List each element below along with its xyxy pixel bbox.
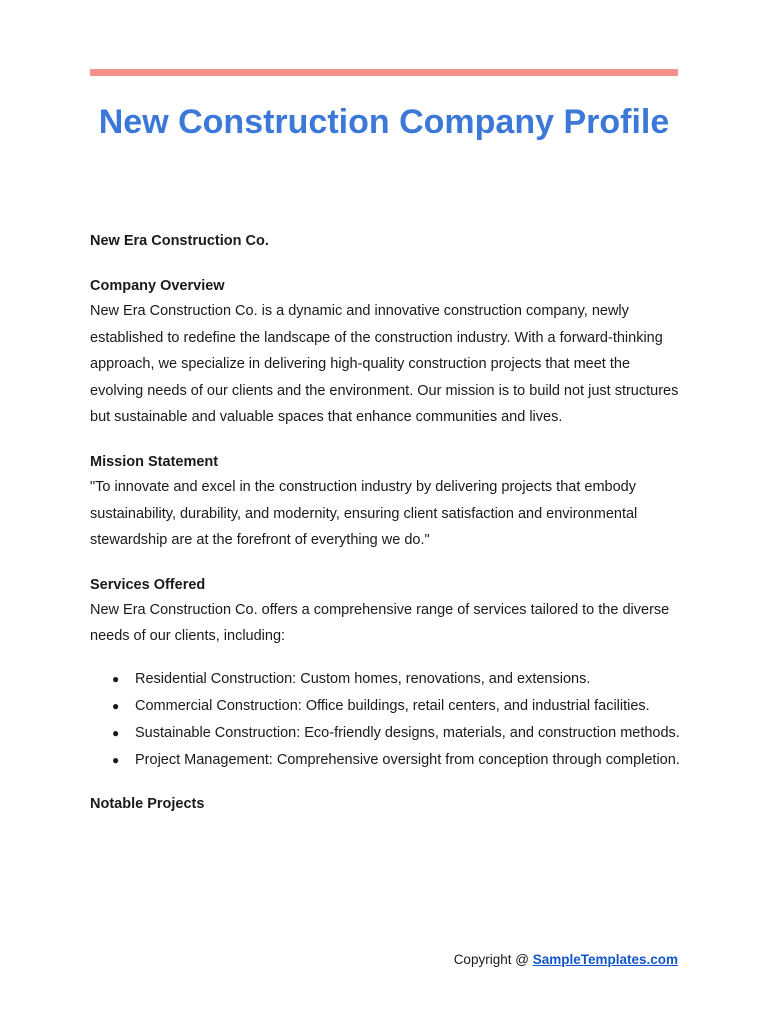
copyright-footer xyxy=(454,952,678,967)
top-accent-rule xyxy=(90,69,678,76)
company-name: New Era Construction Co. xyxy=(90,233,269,249)
sampletemplates-link[interactable]: SampleTemplates.com xyxy=(532,952,678,967)
service-text: Sustainable Construction: Eco-friendly designs, materials, and construction methods. xyxy=(135,724,680,741)
mission-paragraph: "To innovate and excel in the construction industry by delivering projects that embody sustainability, durability, and modernity, ensuring client satisfaction and environmental stewardship are at the forefront of everything we do." xyxy=(90,478,638,549)
list-item xyxy=(90,747,680,774)
page-title: New Construction Company Profile xyxy=(98,103,670,141)
service-text: Project Management: Comprehensive oversight from conception through completion. xyxy=(135,751,680,768)
copyright-text: Copyright @ xyxy=(453,952,529,967)
mission-heading: Mission Statement xyxy=(90,453,219,470)
list-item xyxy=(90,720,680,747)
services-heading: Services Offered xyxy=(90,576,206,593)
bullet-icon: ● xyxy=(112,725,120,740)
service-text: Residential Construction: Custom homes, renovations, and extensions. xyxy=(135,670,591,687)
overview-paragraph: New Era Construction Co. is a dynamic and innovative construction company, newly established to redefine the landscape of the construction industry. With a forward-thinking approach, we specialize in delivering high-quality construction projects that meet the evolving needs of our clients and the environment. Our mission is to build not just structures but sustainable and valuable spaces that enhance communities and lives. xyxy=(90,303,679,426)
document-body xyxy=(90,229,680,816)
bullet-icon: ● xyxy=(112,671,120,686)
overview-heading: Company Overview xyxy=(90,278,225,294)
service-text: Commercial Construction: Office buildings, retail centers, and industrial facilities. xyxy=(135,697,650,714)
services-list xyxy=(90,666,680,774)
list-item xyxy=(90,666,680,693)
bullet-icon: ● xyxy=(112,752,120,767)
list-item xyxy=(90,693,680,720)
projects-heading: Notable Projects xyxy=(90,795,205,812)
bullet-icon: ● xyxy=(112,698,120,713)
services-intro: New Era Construction Co. offers a comprehensive range of services tailored to the diverse needs of our clients, including: xyxy=(90,601,670,645)
